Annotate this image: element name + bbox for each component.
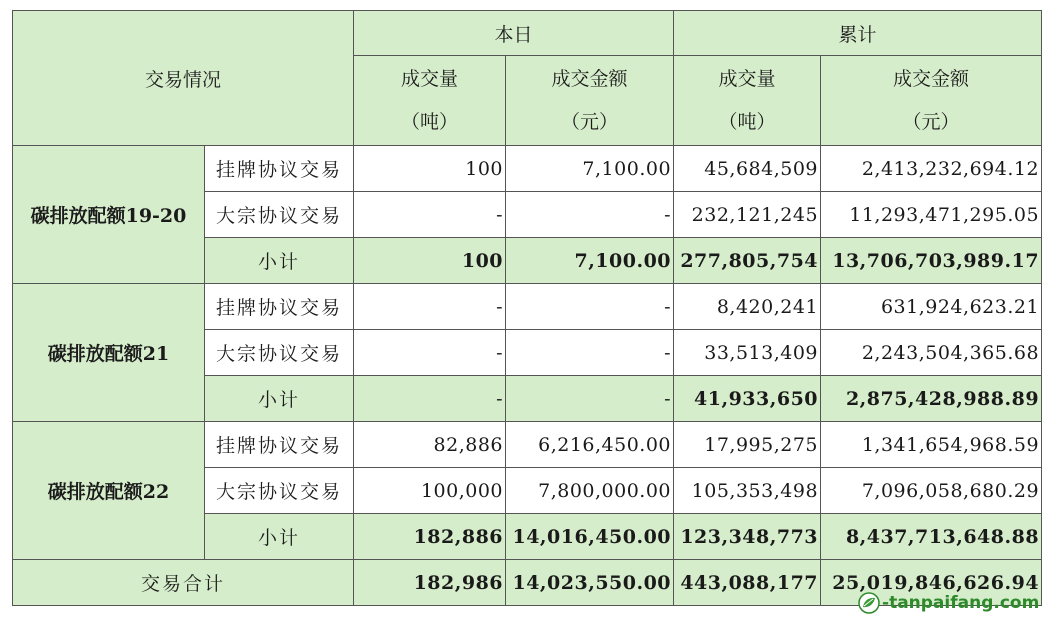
table-row — [13, 422, 1042, 468]
header-label: 成交量 — [401, 67, 459, 90]
group-name: 碳排放配额22 — [13, 422, 205, 560]
watermark-prefix: - — [882, 593, 890, 613]
day-volume: - — [354, 284, 506, 330]
trade-type: 大宗协议交易 — [205, 330, 354, 376]
day-amount: 7,100.00 — [506, 146, 674, 192]
day-amount: 14,016,450.00 — [506, 514, 674, 560]
header-label: 成交金额 — [893, 67, 970, 90]
cum-volume: 277,805,754 — [674, 238, 821, 284]
header-unit: （元） — [561, 110, 619, 133]
cum-volume: 443,088,177 — [674, 560, 821, 606]
cum-amount: 1,341,654,968.59 — [821, 422, 1042, 468]
trade-info-header: 交易情况 — [13, 11, 354, 146]
cum-amount: 7,096,058,680.29 — [821, 468, 1042, 514]
table-row — [13, 284, 1042, 330]
cum-amount: 2,243,504,365.68 — [821, 330, 1042, 376]
day-volume: - — [354, 330, 506, 376]
day-amount: - — [506, 330, 674, 376]
cum-volume: 33,513,409 — [674, 330, 821, 376]
today-header: 本日 — [354, 11, 674, 56]
total-label: 交易合计 — [13, 560, 354, 606]
subtotal-label: 小计 — [205, 376, 354, 422]
header-unit: （元） — [902, 110, 960, 133]
cum-volume: 123,348,773 — [674, 514, 821, 560]
header-label: 成交金额 — [551, 67, 628, 90]
today-amount-header — [506, 56, 674, 146]
day-volume: 100 — [354, 146, 506, 192]
cum-amount: 11,293,471,295.05 — [821, 192, 1042, 238]
day-amount: 7,800,000.00 — [506, 468, 674, 514]
watermark-text: tanpaifang.com — [889, 593, 1040, 613]
cum-volume: 45,684,509 — [674, 146, 821, 192]
trade-type: 挂牌协议交易 — [205, 422, 354, 468]
cum-volume: 8,420,241 — [674, 284, 821, 330]
day-volume: - — [354, 376, 506, 422]
cum-amount: 25,019,846,626.94 — [821, 560, 1042, 606]
trade-type: 挂牌协议交易 — [205, 284, 354, 330]
trade-type: 挂牌协议交易 — [205, 146, 354, 192]
subtotal-label: 小计 — [205, 238, 354, 284]
group-name: 碳排放配额21 — [13, 284, 205, 422]
day-amount: 7,100.00 — [506, 238, 674, 284]
cum-amount: 13,706,703,989.17 — [821, 238, 1042, 284]
trading-summary-table — [12, 10, 1042, 606]
day-amount: - — [506, 284, 674, 330]
table-row — [13, 146, 1042, 192]
cum-amount: 8,437,713,648.88 — [821, 514, 1042, 560]
day-volume: - — [354, 192, 506, 238]
day-volume: 182,986 — [354, 560, 506, 606]
trade-type: 大宗协议交易 — [205, 468, 354, 514]
group-name: 碳排放配额19-20 — [13, 146, 205, 284]
leaf-logo-icon — [858, 592, 880, 614]
site-watermark — [858, 590, 1039, 616]
day-volume: 82,886 — [354, 422, 506, 468]
day-amount: 14,023,550.00 — [506, 560, 674, 606]
cum-volume: 17,995,275 — [674, 422, 821, 468]
subtotal-label: 小计 — [205, 514, 354, 560]
trade-type: 大宗协议交易 — [205, 192, 354, 238]
day-volume: 100,000 — [354, 468, 506, 514]
today-volume-header — [354, 56, 506, 146]
cumulative-amount-header — [821, 56, 1042, 146]
cum-amount: 631,924,623.21 — [821, 284, 1042, 330]
day-amount: 6,216,450.00 — [506, 422, 674, 468]
header-unit: （吨） — [718, 110, 776, 133]
cum-volume: 232,121,245 — [674, 192, 821, 238]
cum-volume: 41,933,650 — [674, 376, 821, 422]
cum-amount: 2,875,428,988.89 — [821, 376, 1042, 422]
cum-amount: 2,413,232,694.12 — [821, 146, 1042, 192]
day-amount: - — [506, 192, 674, 238]
day-volume: 182,886 — [354, 514, 506, 560]
day-volume: 100 — [354, 238, 506, 284]
header-unit: （吨） — [401, 110, 459, 133]
cumulative-volume-header — [674, 56, 821, 146]
day-amount: - — [506, 376, 674, 422]
cumulative-header: 累计 — [674, 11, 1042, 56]
cum-volume: 105,353,498 — [674, 468, 821, 514]
header-label: 成交量 — [718, 67, 776, 90]
